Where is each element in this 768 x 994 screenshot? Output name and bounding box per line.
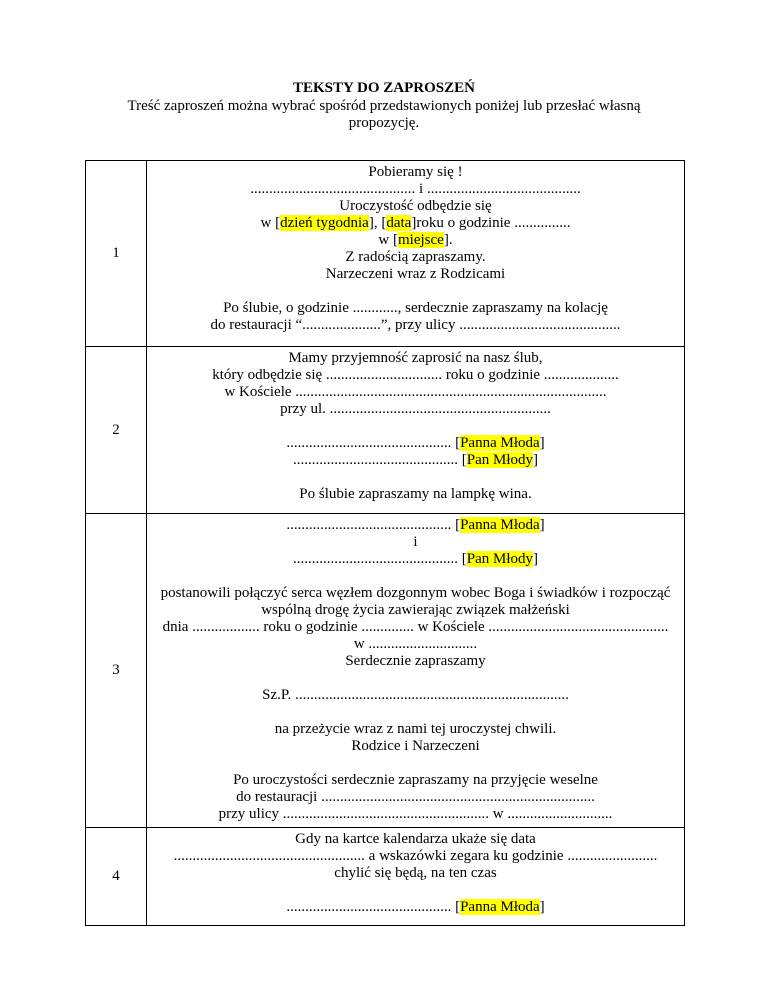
text-line: postanowili połączyć serca węzłem dozgonnym wobec Boga i świadków i rozpocząć <box>160 585 671 601</box>
text-line: w ............................. <box>353 636 478 652</box>
text-line: Sz.P. ......................................................................... <box>262 687 569 703</box>
text-line: w Kościele ................................................................................... <box>224 384 607 400</box>
text-line: dnia .................. roku o godzinie .............. w Kościele ................................................ <box>162 619 669 635</box>
row-number: 4 <box>86 828 147 926</box>
highlight-groom: Pan Młody <box>466 452 533 468</box>
intro-text <box>0 98 768 132</box>
text-line: do restauracji “.....................”, przy ulicy ........................................... <box>210 317 621 333</box>
text-line: i <box>413 534 418 550</box>
text-line: wspólną drogę życia zawierając związek małżeński <box>261 602 570 618</box>
text-line: w [dzień tygodnia], [data]roku o godzinie ............... <box>260 215 571 231</box>
text-line: ............................................ [Panna Młoda] <box>286 899 545 915</box>
document-title: TEKSTY DO ZAPROSZEŃ <box>293 80 475 96</box>
invitation-text-3 <box>147 514 685 828</box>
highlight-groom: Pan Młody <box>466 551 533 567</box>
text-line: ............................................ [Pan Młody] <box>292 551 538 567</box>
text-line: Narzeczeni wraz z Rodzicami <box>325 266 506 282</box>
invitation-text-1 <box>147 161 685 347</box>
text-line: ................................................... a wskazówki zegara ku godzinie ........................ <box>173 848 658 864</box>
invitation-texts-table <box>85 160 685 926</box>
text-line: w [miejsce]. <box>378 232 453 248</box>
text-line: przy ulicy ....................................................... w ............................ <box>218 806 613 822</box>
text-line: Serdecznie zapraszamy <box>345 653 486 669</box>
text-line: Mamy przyjemność zaprosić na nasz ślub, <box>288 350 543 366</box>
text-line: Uroczystość odbędzie się <box>339 198 492 214</box>
text-line: ............................................ i ......................................... <box>250 181 581 197</box>
row-number: 3 <box>86 514 147 828</box>
text-line: Rodzice i Narzeczeni <box>351 738 480 754</box>
text-line: ............................................ [Pan Młody] <box>292 452 538 468</box>
text-line: Po uroczystości serdecznie zapraszamy na przyjęcie weselne <box>233 772 598 788</box>
text-line: ............................................ [Panna Młoda] <box>286 517 545 533</box>
text-line: ............................................ [Panna Młoda] <box>286 435 545 451</box>
text-line: Po ślubie, o godzinie ............, serdecznie zapraszamy na kolację <box>223 300 608 316</box>
text-line: przy ul. ........................................................... <box>280 401 551 417</box>
highlight-bride: Panna Młoda <box>460 517 540 533</box>
highlight-day: dzień tygodnia <box>280 215 369 231</box>
text-line: chylić się będą, na ten czas <box>334 865 497 881</box>
text-line: Po ślubie zapraszamy na lampkę wina. <box>299 486 532 502</box>
intro-line: Treść zaproszeń można wybrać spośród przedstawionych poniżej lub przesłać własną <box>127 98 641 114</box>
text-line: który odbędzie się ............................... roku o godzinie .................... <box>212 367 619 383</box>
highlight-bride: Panna Młoda <box>460 435 540 451</box>
row-number: 1 <box>86 161 147 347</box>
highlight-date: data <box>386 215 412 231</box>
row-number: 2 <box>86 347 147 514</box>
highlight-bride: Panna Młoda <box>460 899 540 915</box>
table-row <box>86 161 685 347</box>
table-row <box>86 828 685 926</box>
intro-line: propozycję. <box>348 115 420 131</box>
invitation-text-2 <box>147 347 685 514</box>
invitation-text-4 <box>147 828 685 926</box>
text-line: Z radością zapraszamy. <box>345 249 486 265</box>
text-line: Pobieramy się ! <box>368 164 463 180</box>
highlight-place: miejsce <box>398 232 444 248</box>
text-line: Gdy na kartce kalendarza ukaże się data <box>295 831 536 847</box>
text-line: do restauracji ......................................................................... <box>236 789 595 805</box>
table-row <box>86 514 685 828</box>
table-row <box>86 347 685 514</box>
text-line: na przeżycie wraz z nami tej uroczystej chwili. <box>274 721 557 737</box>
